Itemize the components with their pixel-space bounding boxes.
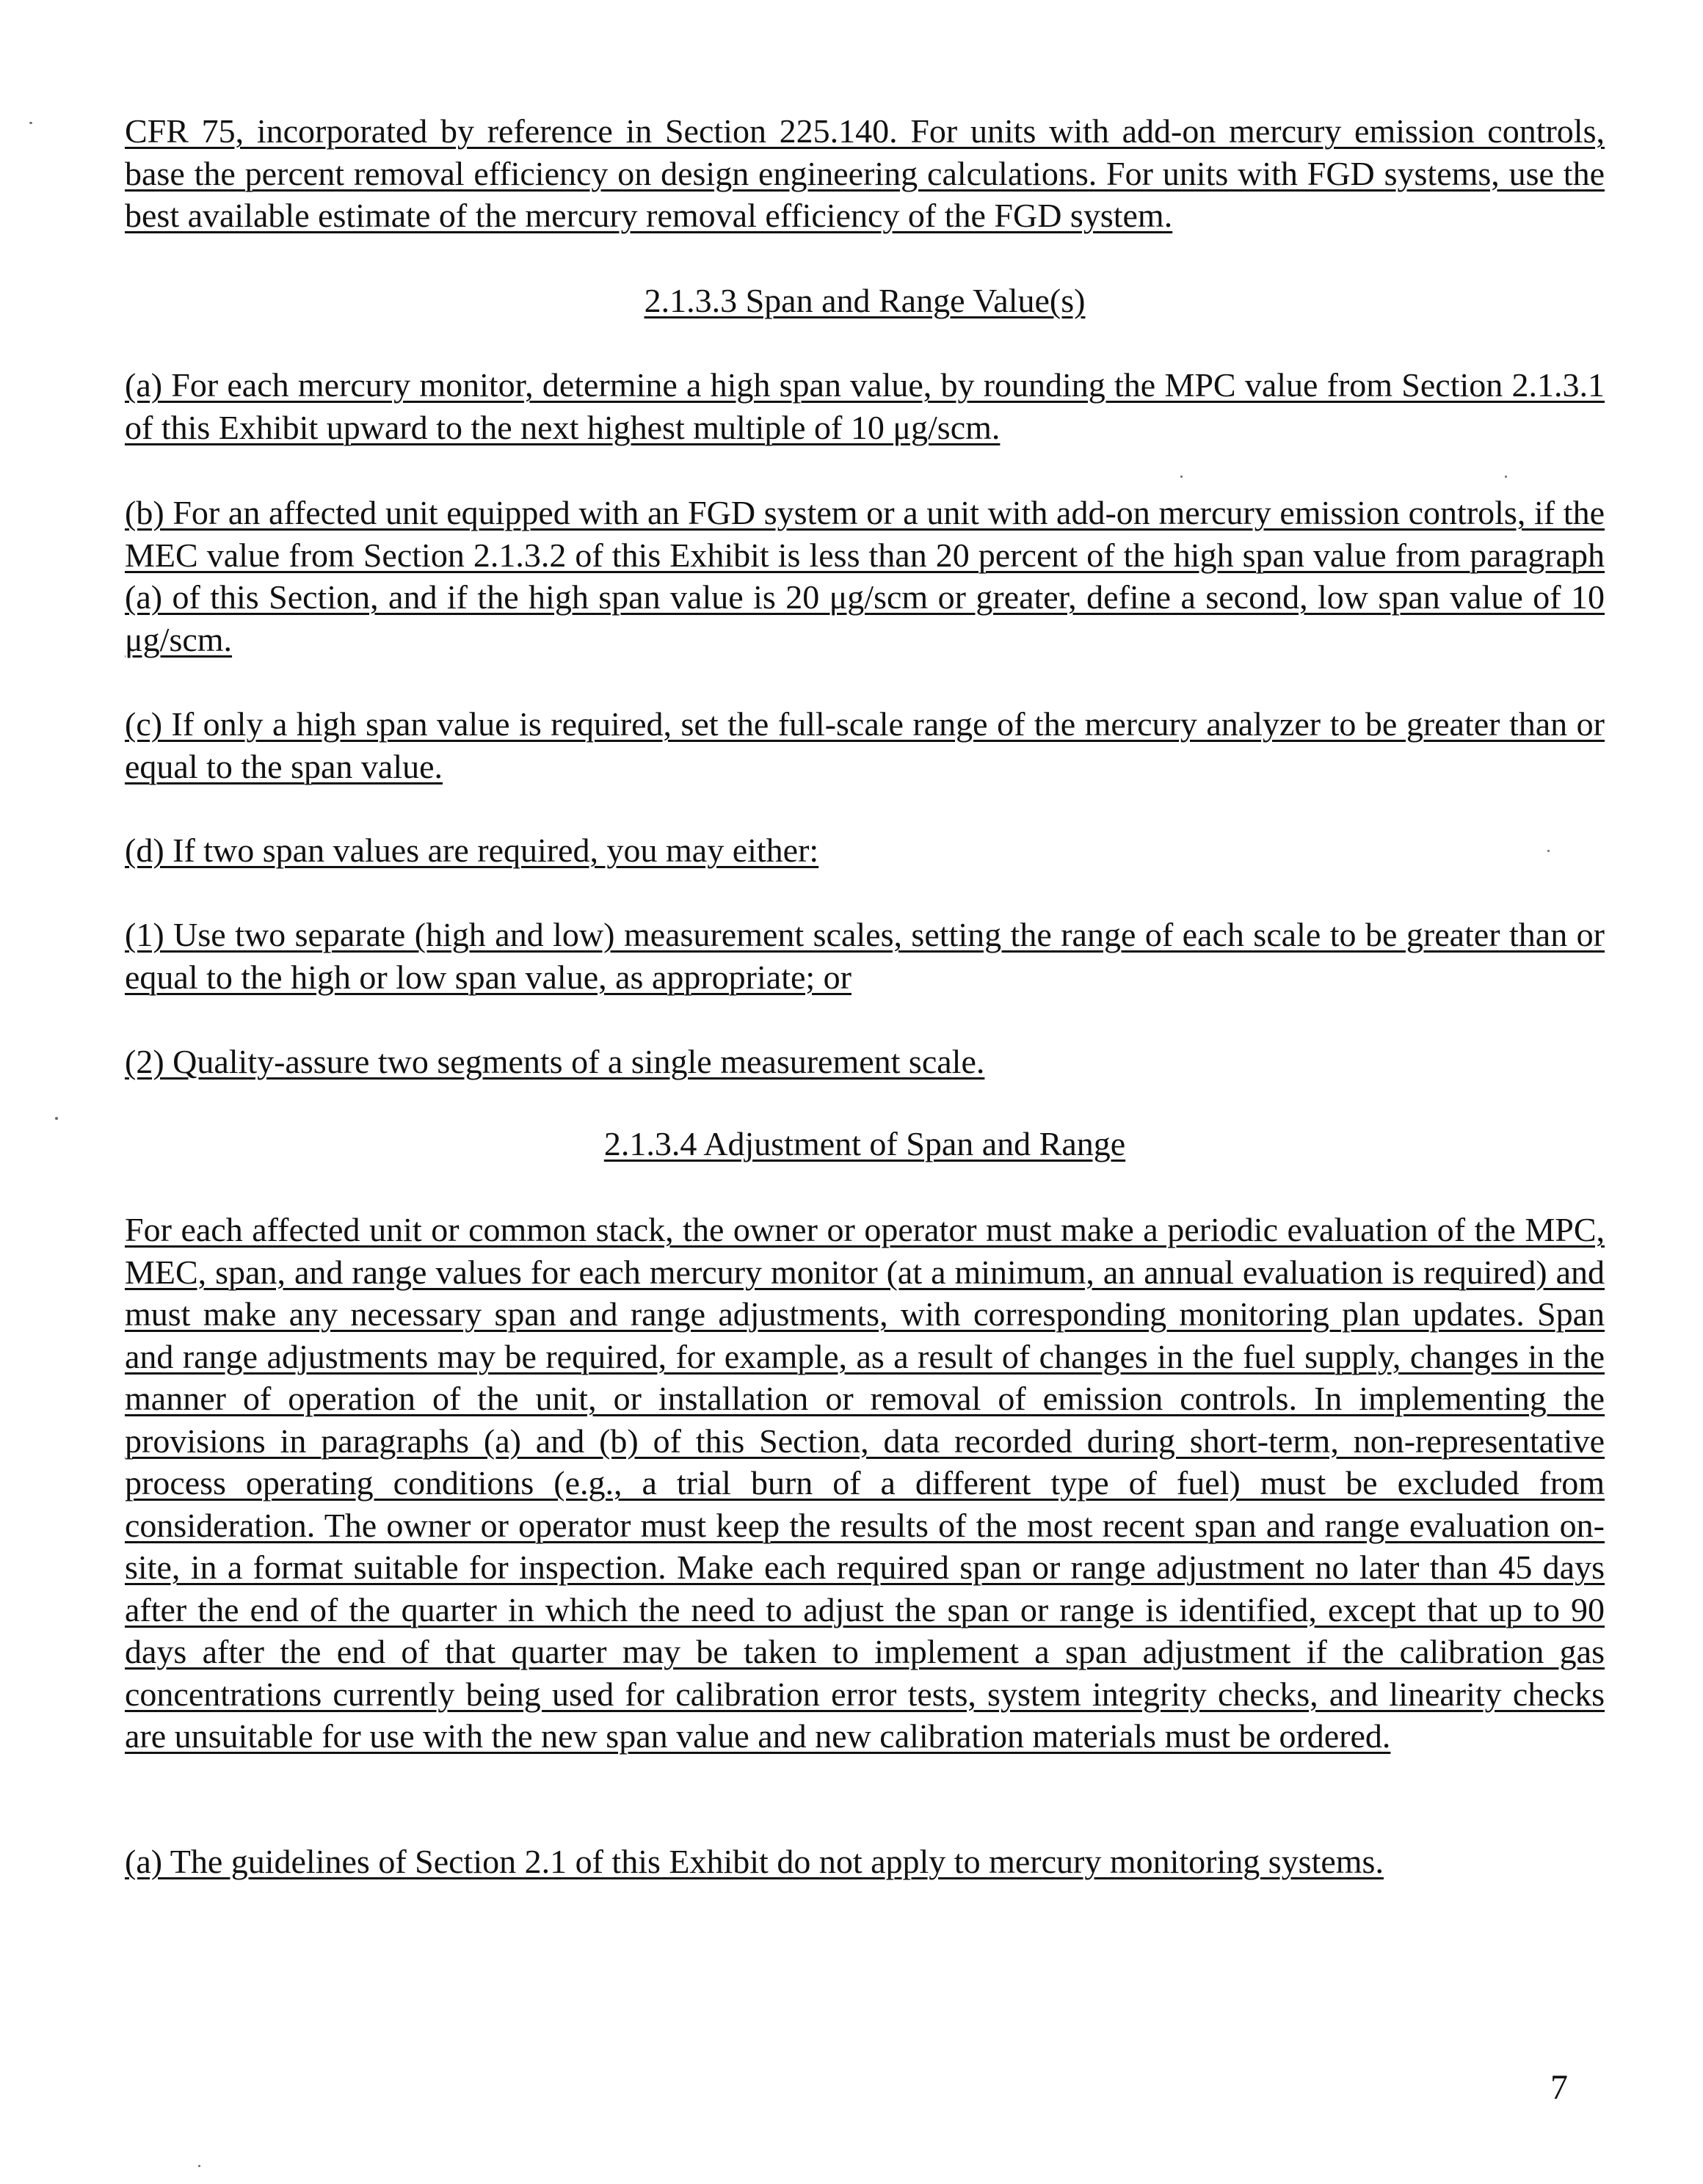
section-2134-heading: 2.1.3.4 Adjustment of Span and Range (603, 1125, 1126, 1162)
section-2133-paragraph-c: (c) If only a high span value is required, set the full-scale range of the mercury analyzer to be greater than or equal to the span value. (125, 705, 1605, 785)
section-2134-paragraph-a: (a) The guidelines of Section 2.1 of this Exhibit do not apply to mercury monitoring systems. (125, 1843, 1384, 1880)
page-number: 7 (1550, 2068, 1568, 2107)
scan-speck (1505, 476, 1507, 478)
intro-paragraph: CFR 75, incorporated by reference in Section 225.140. For units with add-on mercury emission controls, base the percent removal efficiency on design engineering calculations. For units with FGD systems, use the best available estimate of the mercury removal efficiency of the FGD system. (125, 112, 1605, 234)
section-2134-body: For each affected unit or common stack, the owner or operator must make a periodic evaluation of the MPC, MEC, span, and range values for each mercury monitor (at a minimum, an annual evaluation is required) and must make any necessary span and range adjustments, with corresponding monitoring plan updates. Span and range adjustments may be required, for example, as a result of changes in the fuel supply, changes in the manner of operation of the unit, or installation or removal of emission controls. In implementing the provisions in paragraphs (a) and (b) of this Section, data recorded during short-term, non-representative process operating conditions (e.g., a trial burn of a different type of fuel) must be excluded from consideration. The owner or operator must keep the results of the most recent span and range evaluation on-site, in a format suitable for inspection. Make each required span or range adjustment no later than 45 days after the end of the quarter in which the need to adjust the span or range is identified, except that up to 90 days after the end of that quarter may be taken to implement a span adjustment if the calibration gas concentrations currently being used for calibration error tests, system integrity checks, and linearity checks are unsuitable for use with the new span value and new calibration materials must be ordered. (125, 1211, 1605, 1755)
section-2133-paragraph-d1: (1) Use two separate (high and low) measurement scales, setting the range of each scale to be greater than or equal to the high or low span value, as appropriate; or (125, 916, 1605, 996)
scan-speck (1180, 476, 1183, 478)
section-2133-paragraph-d: (d) If two span values are required, you may either: (125, 831, 819, 869)
section-2133-paragraph-b: (b) For an affected unit equipped with an FGD system or a unit with add-on mercury emission controls, if the MEC value from Section 2.1.3.2 of this Exhibit is less than 20 percent of the high span value from paragraph (a) of this Section, and if the high span value is 20 μg/scm or greater, define a second, low span value of 10 μg/scm. (125, 494, 1605, 658)
scan-speck (55, 1117, 58, 1120)
section-2133-heading: 2.1.3.3 Span and Range Value(s) (644, 282, 1086, 319)
section-2133-paragraph-d2: (2) Quality-assure two segments of a single measurement scale. (125, 1043, 985, 1080)
scan-speck (198, 2165, 200, 2167)
section-2133-paragraph-a: (a) For each mercury monitor, determine a high span value, by rounding the MPC value from Section 2.1.3.1 of this Exhibit upward to the next highest multiple of 10 μg/scm. (125, 366, 1605, 446)
scan-speck (29, 122, 32, 124)
